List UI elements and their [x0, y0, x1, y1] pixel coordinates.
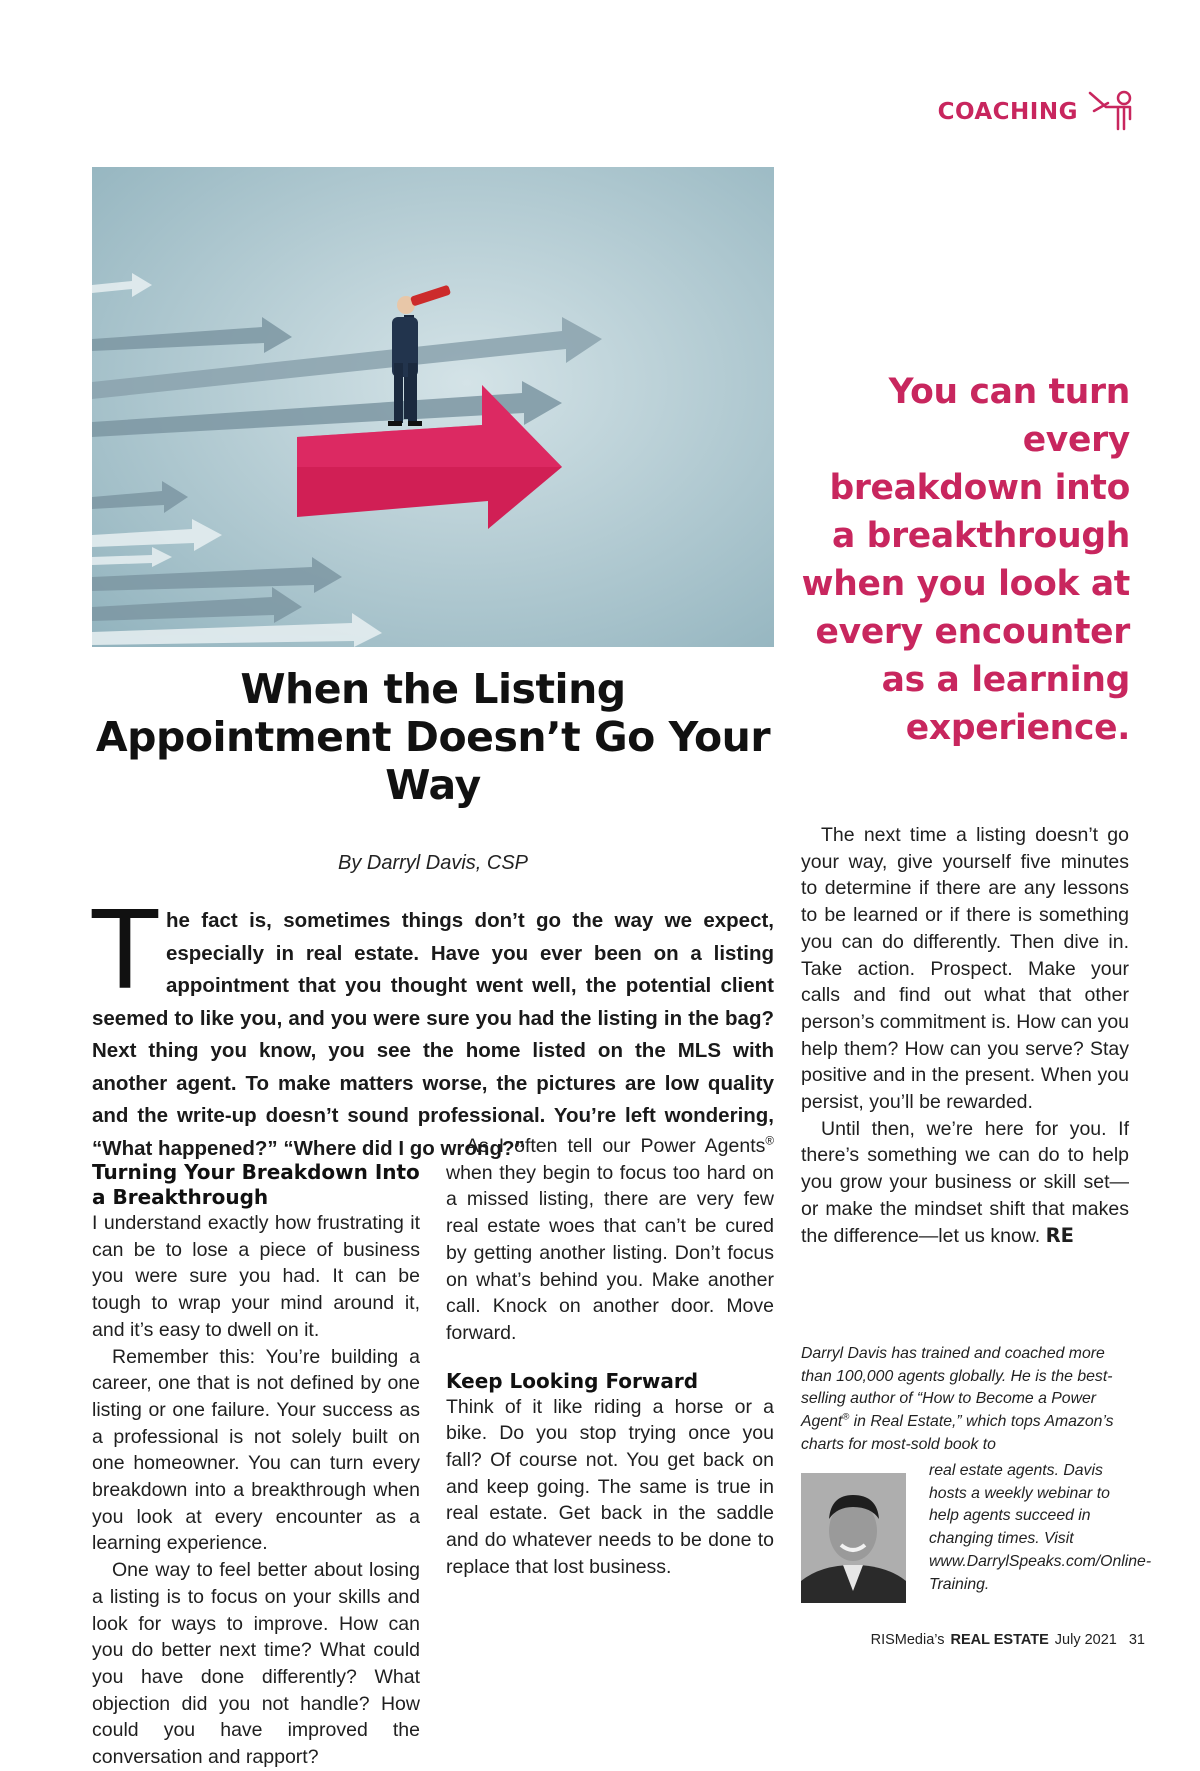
- lede-text: he fact is, sometimes things don’t go the way we expect, especially in real estate. Have you ever been on a listing appointment that you thought went well, the potential client seemed to like you, and you were sure you had the listing in the bag? Next thing you know, you see the home listed on the MLS with another agent. To make matters worse, the pictures are low quality and the write-up doesn’t sound professional. You’re left wondering, “What happened?” “Where did I go wrong?”: [92, 909, 774, 1160]
- body-paragraph: I understand exactly how frustrating it can be to lose a piece of business you were sure you had. It can be tough to wrap your mind around it, and it’s easy to dwell on it.: [92, 1212, 420, 1341]
- issue-date: July 2021: [1054, 1632, 1117, 1648]
- closing-text: Until then, we’re here for you. If there’s something we can do to help you grow your business or skill set—or make the mindset shift that makes the difference—let us know.: [801, 1117, 1129, 1247]
- body-column-3: [801, 822, 1129, 1249]
- article-title: When the Listing Appointment Doesn’t Go Your Way: [95, 665, 771, 809]
- bio-text: Darryl Davis has trained and coached more than 100,000 agents globally. He is the best-selling author of “How to Become a Power Agent: [801, 1345, 1113, 1431]
- body-paragraph: The next time a listing doesn’t go your way, give yourself five minutes to determine if there are any lessons to be learned or if there is something you can do differently. Then dive in. Take action. Prospect. Make your calls and find out what that other person’s commitment is. How can you help them? How can you serve? Stay positive and in the present. When you persist, you’ll be rewarded.: [801, 824, 1130, 1114]
- registered-mark: ®: [842, 1411, 850, 1423]
- registered-mark: ®: [765, 1134, 774, 1148]
- magazine-name: REAL ESTATE: [950, 1632, 1049, 1648]
- power-agents-text: As I often tell our Power Agents: [466, 1135, 766, 1157]
- power-agents-rest: when they begin to focus too hard on a missed listing, there are very few real estate woes that can’t be cured by getting another listing. Don’t focus on what’s behind you. Make another call. Knock on another door. Move forward.: [446, 1161, 774, 1344]
- body-column-2: [446, 1133, 774, 1581]
- body-column-1: [92, 1160, 420, 1771]
- bio-text-cont: in Real Estate,” which tops Amazon’s charts for most-sold book to: [801, 1413, 1114, 1453]
- author-bio-row: [801, 1460, 1152, 1610]
- drop-cap: T: [92, 889, 158, 1014]
- body-paragraph: One way to feel better about losing a listing is to focus on your skills and look for ways to improve. How can you do better next time? What could you have done differently? What objection did you not handle? How could you have improved the conversation and rapport?: [92, 1559, 420, 1769]
- author-headshot: [801, 1473, 906, 1603]
- publisher-name: RISMedia’s: [870, 1632, 945, 1648]
- body-paragraph: [446, 1133, 774, 1347]
- section-heading-breakthrough: Turning Your Breakdown Into a Breakthrough: [92, 1160, 420, 1209]
- body-paragraph: Think of it like riding a horse or a bike. Do you stop trying once you fall? Of course not. You get back on and keep going. The same is true in real estate. Get back in the saddle and do whatever needs to be done to replace that lost business.: [446, 1395, 774, 1578]
- author-bio: [801, 1343, 1129, 1457]
- coach-pointing-icon: [1084, 89, 1136, 136]
- section-heading-keep-looking: Keep Looking Forward: [446, 1368, 699, 1393]
- body-paragraph: Remember this: You’re building a career, one that is not defined by one listing or one failure. Your success as a professional is not solely built on one homeowner. You can turn every breakdown into a breakthrough when you look at every encounter as a learning experience.: [92, 1345, 420, 1555]
- pull-quote: You can turn every breakdown into a breakthrough when you look at every encounter as a learning experience.: [801, 372, 1130, 748]
- page-footer: [871, 1632, 1145, 1648]
- lede-paragraph: [92, 889, 774, 1165]
- section-label: COACHING: [937, 99, 1078, 125]
- author-bio-continued: real estate agents. Davis hosts a weekly webinar to help agents succeed in changing times. Visit www.DarrylSpeaks.com/Online-Training.: [929, 1462, 1152, 1593]
- byline: By Darryl Davis, CSP: [337, 852, 529, 874]
- page-number: 31: [1128, 1632, 1145, 1648]
- section-tag: [938, 92, 1136, 132]
- hero-illustration: [92, 167, 774, 647]
- body-paragraph: [801, 1116, 1129, 1250]
- end-mark: RE: [1045, 1223, 1074, 1247]
